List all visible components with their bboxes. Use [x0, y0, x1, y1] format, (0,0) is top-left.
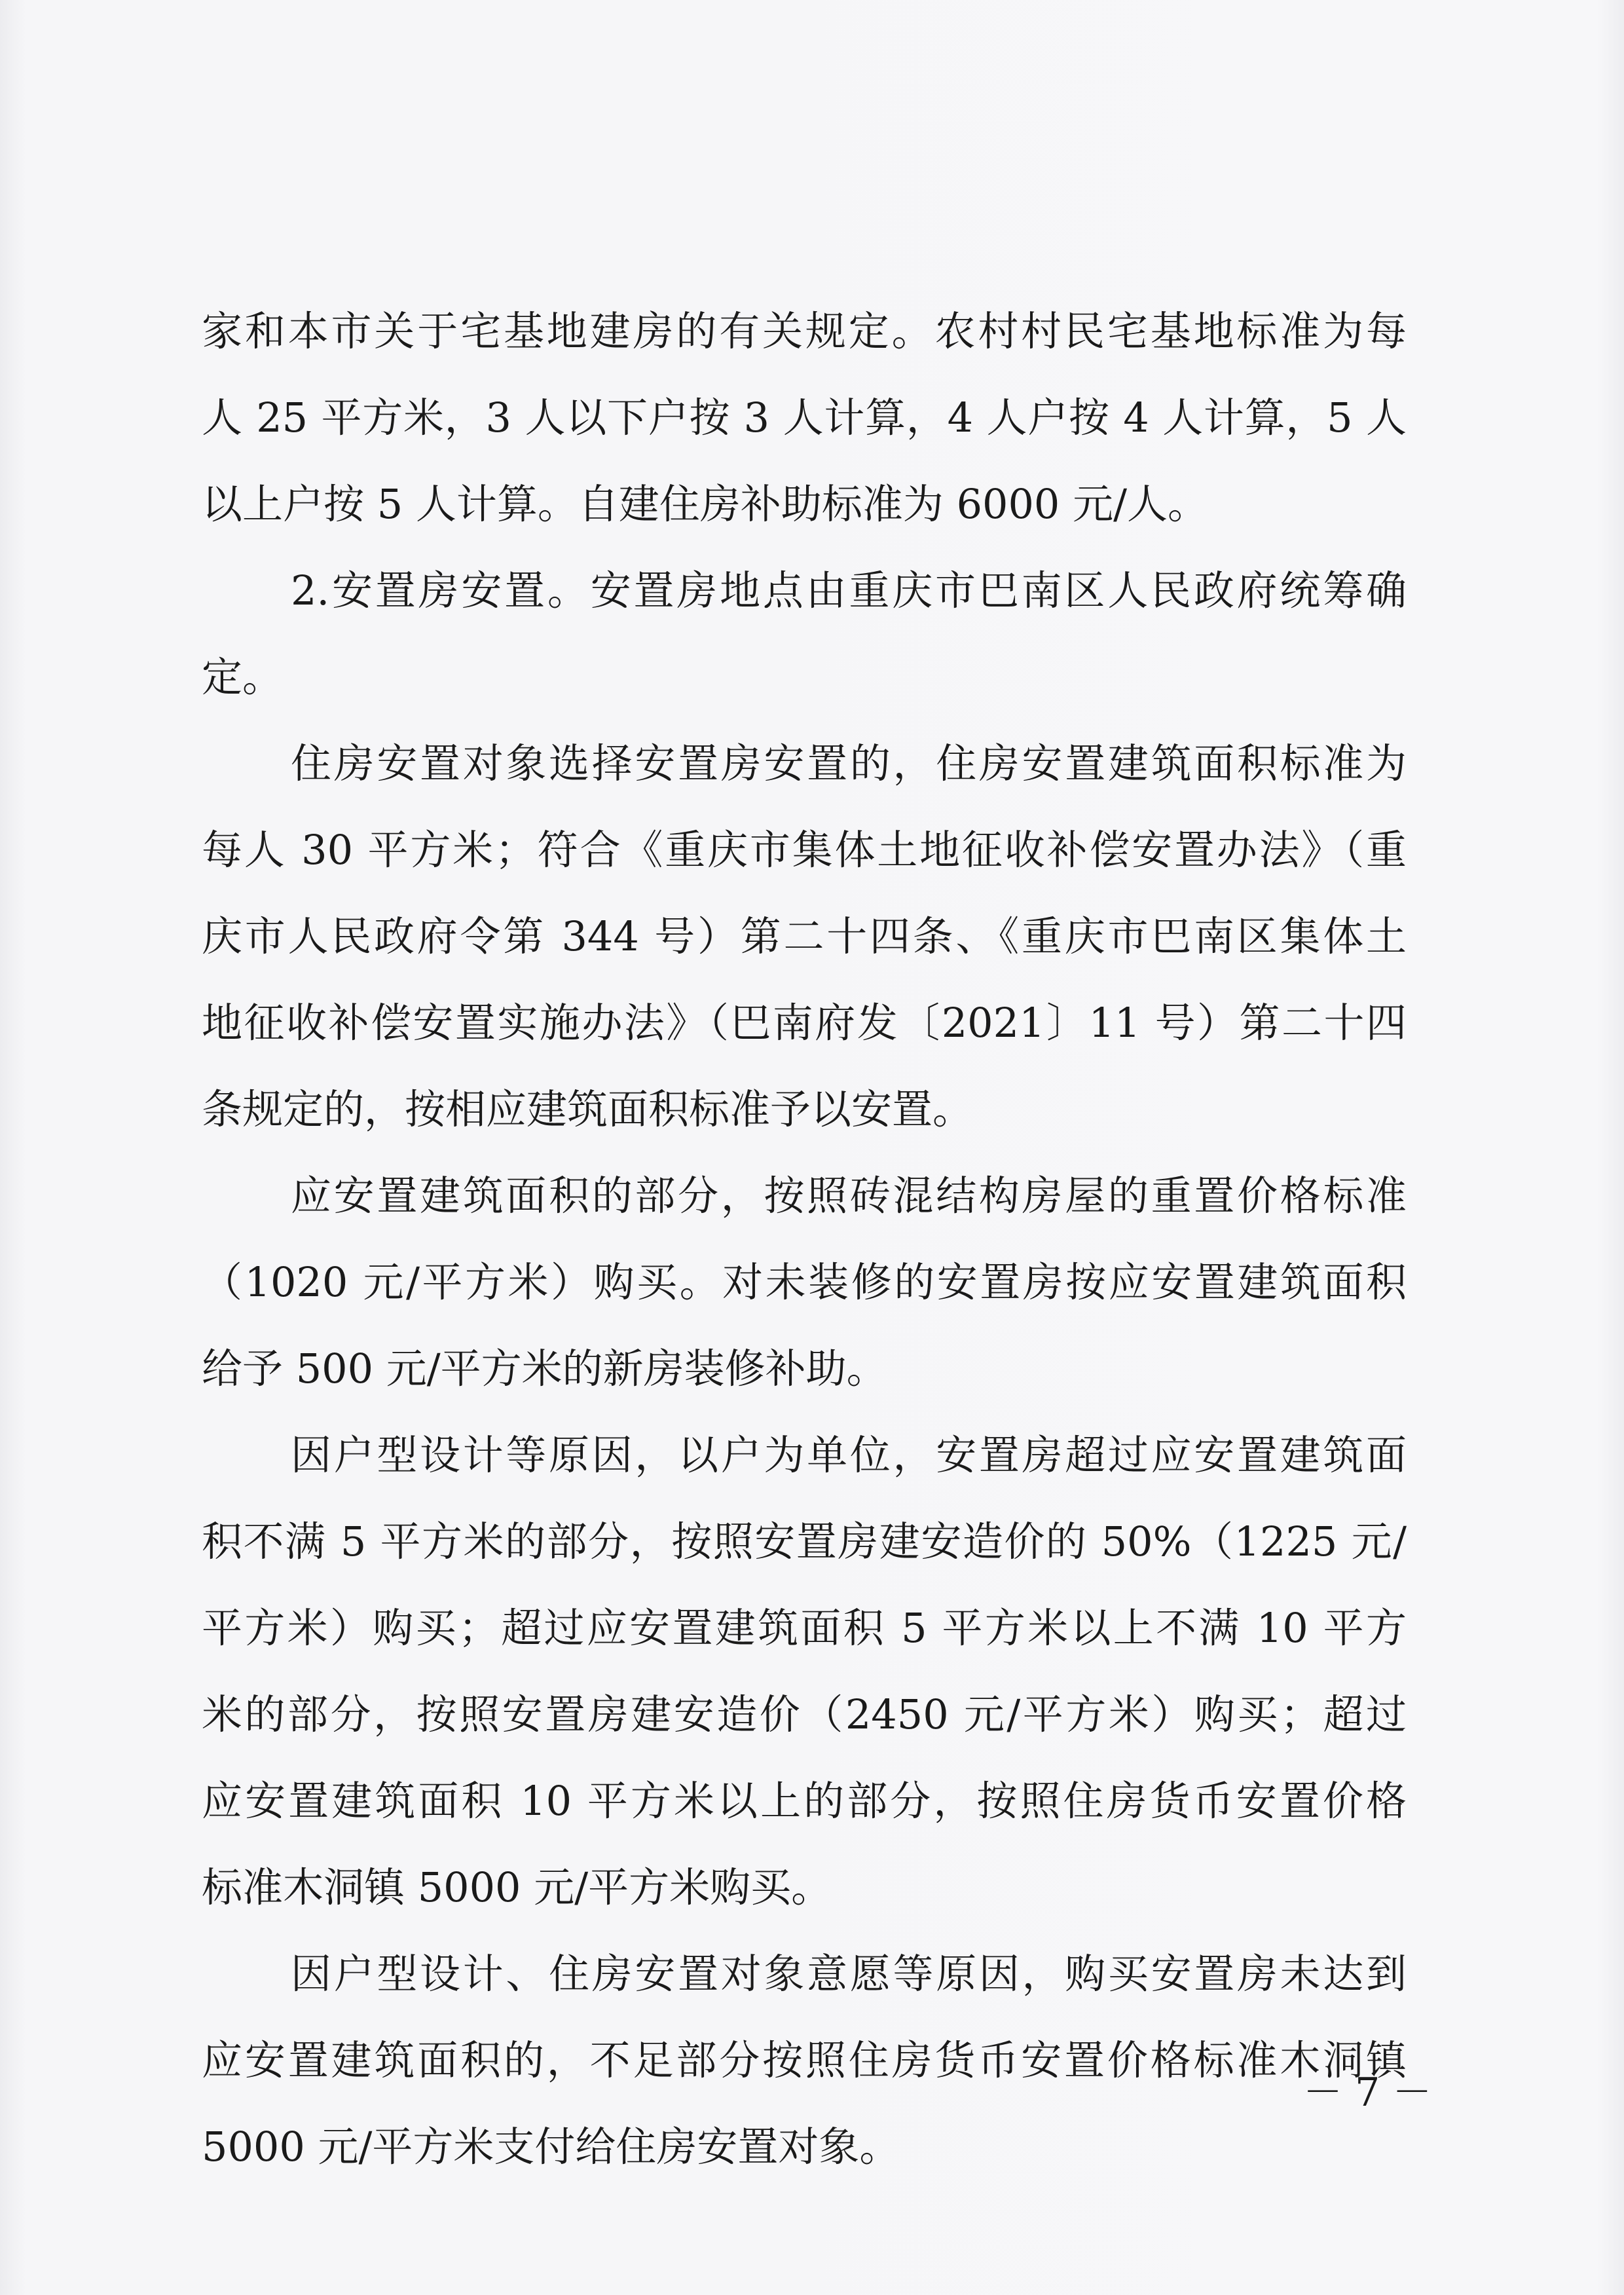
text-line: 因户型设计、住房安置对象意愿等原因，购买安置房未达到 [291, 1950, 1407, 1998]
text-line: （1020 元/平方米）购买。对未装修的安置房按应安置建筑面积 [202, 1258, 1407, 1306]
text-line: 因户型设计等原因，以户为单位，安置房超过应安置建筑面 [291, 1431, 1407, 1479]
text-line: 应安置建筑面积 10 平方米以上的部分，按照住房货币安置价格 [202, 1777, 1407, 1825]
text-line: 每人 30 平方米；符合《重庆市集体土地征收补偿安置办法》（重 [202, 826, 1407, 874]
text-line: 以上户按 5 人计算。自建住房补助标准为 6000 元/人。 [202, 480, 1208, 528]
text-line: 给予 500 元/平方米的新房装修补助。 [202, 1345, 887, 1392]
text-line: 住房安置对象选择安置房安置的，住房安置建筑面积标准为 [291, 739, 1407, 787]
text-line: 定。 [202, 653, 284, 701]
paragraph [202, 548, 1407, 720]
text-line: 标准木洞镇 5000 元/平方米购买。 [202, 1863, 832, 1911]
paragraph [202, 720, 1407, 1153]
paragraph [202, 1153, 1407, 1412]
text-line: 人 25 平方米，3 人以下户按 3 人计算，4 人户按 4 人计算，5 人 [202, 394, 1407, 441]
text-line: 平方米）购买；超过应安置建筑面积 5 平方米以上不满 10 平方 [202, 1604, 1407, 1652]
text-line: 2.安置房安置。安置房地点由重庆市巴南区人民政府统筹确 [291, 567, 1407, 614]
paragraph [202, 288, 1407, 548]
text-line: 庆市人民政府令第 344 号）第二十四条、《重庆市巴南区集体土 [202, 912, 1407, 960]
text-line: 积不满 5 平方米的部分，按照安置房建安造价的 50%（1225 元/ [202, 1518, 1407, 1565]
page-number: － 7 － [1303, 2070, 1432, 2116]
paragraph [202, 1931, 1407, 2190]
paragraph [202, 1412, 1407, 1931]
text-line: 应安置建筑面积的，不足部分按照住房货币安置价格标准木洞镇 [202, 2036, 1407, 2084]
text-line: 家和本市关于宅基地建房的有关规定。农村村民宅基地标准为每 [202, 307, 1407, 355]
text-line: 5000 元/平方米支付给住房安置对象。 [202, 2123, 900, 2171]
text-line: 条规定的，按相应建筑面积标准予以安置。 [202, 1085, 974, 1133]
text-line: 应安置建筑面积的部分，按照砖混结构房屋的重置价格标准 [291, 1172, 1407, 1220]
text-line: 地征收补偿安置实施办法》（巴南府发〔2021〕11 号）第二十四 [202, 999, 1407, 1047]
body-text [202, 288, 1407, 2190]
text-line: 米的部分，按照安置房建安造价（2450 元/平方米）购买；超过 [202, 1690, 1407, 1738]
